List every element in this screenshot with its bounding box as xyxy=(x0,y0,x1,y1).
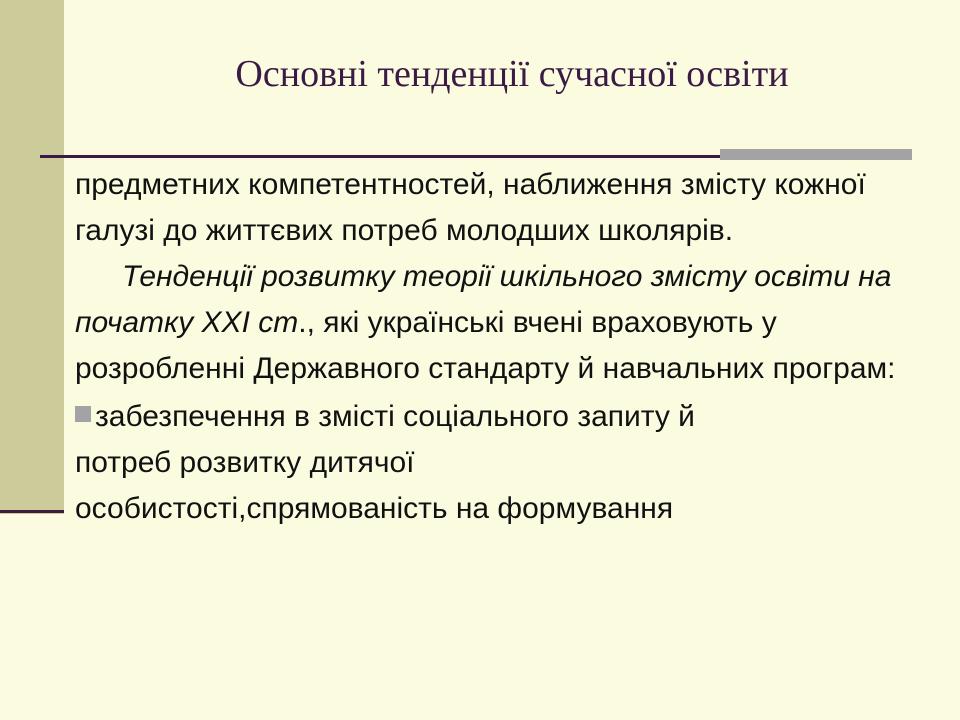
body-paragraph-continuation: предметних компетентностей, наближення змісту кожної галузі до життєвих потреб молодших школярів. xyxy=(75,168,866,247)
bullet-text-line-1: забезпечення в змісті соціального запиту й xyxy=(95,400,695,433)
title-divider-accent xyxy=(720,149,912,160)
bullet-text-line-2: потреб розвитку дитячої xyxy=(75,446,415,479)
body-paragraph-tendencies xyxy=(75,254,915,392)
tendencies-text: ., які українські вчені враховують у розробленні Державного стандарту й навчальних програм: xyxy=(75,306,896,385)
bullet-item xyxy=(75,394,915,532)
square-bullet-icon xyxy=(75,406,91,422)
slide-body xyxy=(75,162,915,532)
slide-title: Основні тенденції сучасної освіти xyxy=(235,53,789,95)
bullet-text-line-3: особистості,спрямованість на формування xyxy=(75,492,674,525)
side-accent-band xyxy=(0,0,64,514)
side-divider-line xyxy=(0,510,64,513)
tendencies-italic-heading: Тенденції розвитку теорії шкільного змісту освіти на початку XXI ст xyxy=(75,260,892,339)
